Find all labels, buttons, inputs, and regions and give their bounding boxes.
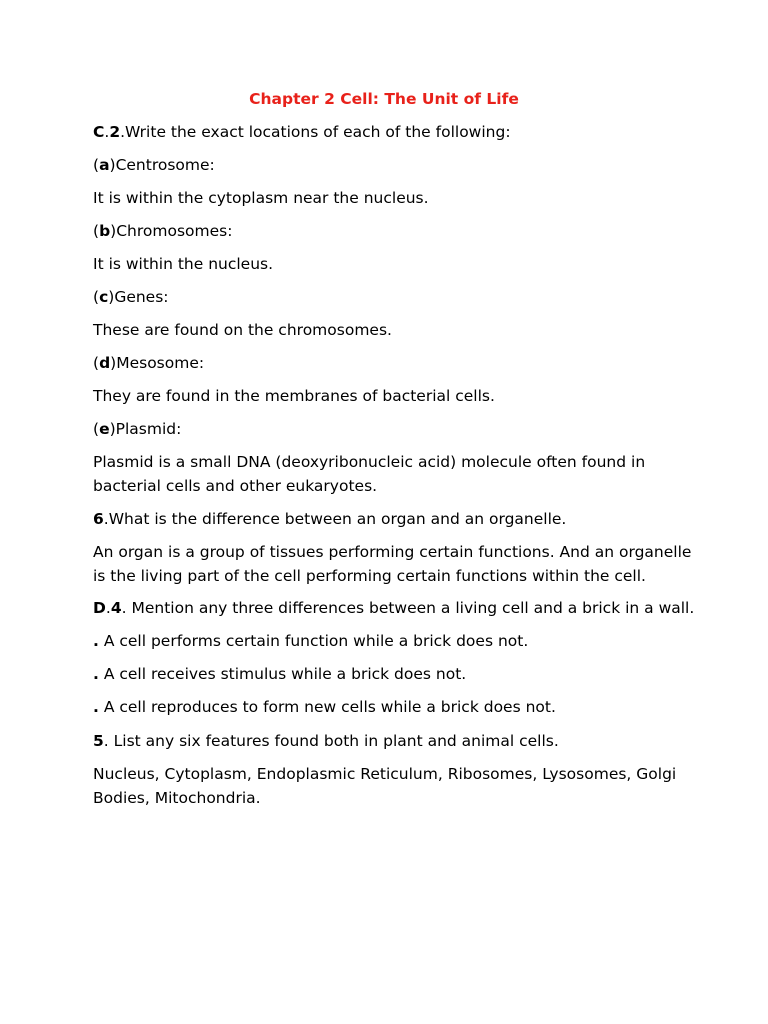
item-label-e: (e)Plasmid:: [93, 420, 182, 438]
item-label-b: (b)Chromosomes:: [93, 222, 233, 240]
item-label-text: )Chromosomes:: [110, 222, 233, 240]
chapter-title: Chapter 2 Cell: The Unit of Life: [249, 90, 519, 108]
question-separator: .: [105, 599, 111, 617]
answer-6-line-1: An organ is a group of tissues performing certain functions. And an organelle: [93, 543, 692, 561]
item-letter: a: [99, 156, 110, 174]
item-label-text: )Genes:: [108, 288, 169, 306]
question-text: .Write the exact locations of each of the following:: [120, 123, 511, 141]
bullet-dot: .: [93, 665, 99, 683]
answer-6-line-2: is the living part of the cell performing certain functions within the cell.: [93, 567, 646, 585]
question-prefix: D: [93, 599, 106, 617]
item-answer-a: It is within the cytoplasm near the nucleus.: [93, 189, 429, 207]
bullet-2: [93, 662, 693, 686]
item-letter: e: [99, 420, 110, 438]
item-label-text: )Centrosome:: [109, 156, 215, 174]
question-6: [93, 507, 693, 531]
question-text: .What is the difference between an organ and an organelle.: [103, 510, 567, 528]
question-d4: [93, 596, 693, 620]
question-number: 4: [110, 599, 122, 617]
item-answer-c: These are found on the chromosomes.: [93, 321, 392, 339]
bullet-1: [93, 629, 693, 653]
item-label-text: )Mesosome:: [110, 354, 205, 372]
bullet-text: A cell performs certain function while a brick does not.: [98, 632, 529, 650]
item-label-a: (a)Centrosome:: [93, 156, 215, 174]
bullet-3: [93, 695, 693, 719]
bullet-dot: .: [93, 698, 99, 716]
bullet-text: A cell receives stimulus while a brick does not.: [98, 665, 467, 683]
item-label-d: (d)Mesosome:: [93, 354, 205, 372]
answer-5-line-1: Nucleus, Cytoplasm, Endoplasmic Reticulum, Ribosomes, Lysosomes, Golgi: [93, 765, 677, 783]
item-letter: d: [99, 354, 111, 372]
item-label-text: )Plasmid:: [109, 420, 182, 438]
question-number: 5: [93, 732, 104, 750]
question-text: . Mention any three differences between a living cell and a brick in a wall.: [121, 599, 695, 617]
question-number: 2: [109, 123, 121, 141]
item-answer-e-line-1: Plasmid is a small DNA (deoxyribonucleic acid) molecule often found in: [93, 453, 646, 471]
question-separator: .: [104, 123, 110, 141]
bullet-dot: .: [93, 632, 99, 650]
question-c2: [93, 120, 693, 144]
item-answer-e-line-2: bacterial cells and other eukaryotes.: [93, 477, 378, 495]
question-5: [93, 729, 693, 753]
question-prefix: C: [93, 123, 105, 141]
answer-5-line-2: Bodies, Mitochondria.: [93, 789, 261, 807]
item-letter: b: [99, 222, 111, 240]
question-number: 6: [93, 510, 104, 528]
item-label-c: (c)Genes:: [93, 288, 169, 306]
item-answer-d: They are found in the membranes of bacterial cells.: [93, 387, 495, 405]
question-text: . List any six features found both in plant and animal cells.: [103, 732, 559, 750]
item-letter: c: [99, 288, 109, 306]
bullet-text: A cell reproduces to form new cells while a brick does not.: [98, 698, 556, 716]
item-answer-b: It is within the nucleus.: [93, 255, 274, 273]
